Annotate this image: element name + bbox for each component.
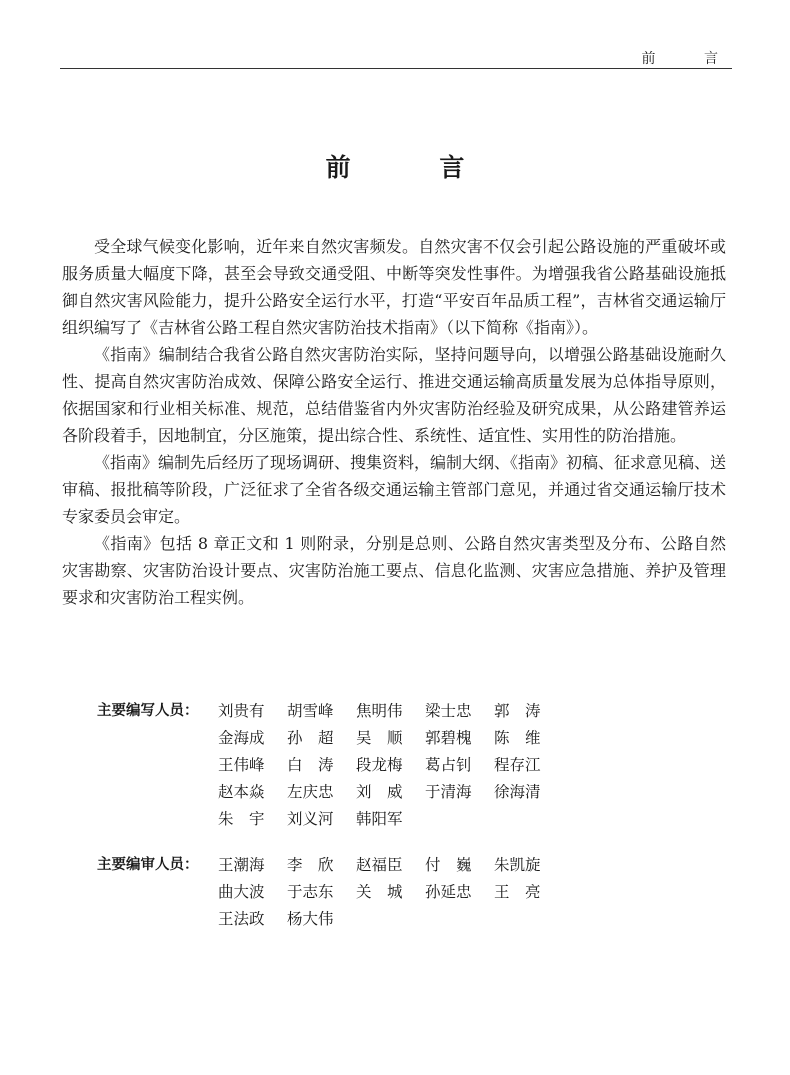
paragraph: 《指南》包括 8 章正文和 1 则附录，分别是总则、公路自然灾害类型及分布、公路自然灾害勘察、灾害防治设计要点、灾害防治施工要点、信息化监测、灾害应急措施、养护及管理要求和灾害防治工程实例。 [62, 534, 726, 607]
person-name: 陈 维 [494, 729, 541, 747]
paragraph: 《指南》编制先后经历了现场调研、搜集资料，编制大纲、《指南》初稿、征求意见稿、送审稿、报批稿等阶段，广泛征求了全省各级交通运输主管部门意见，并通过省交通运输厅技术专家委员会审定。 [62, 453, 727, 526]
person-name: 刘贵有 [218, 702, 265, 720]
person-name: 刘 威 [356, 783, 403, 801]
paragraph: 受全球气候变化影响，近年来自然灾害频发。自然灾害不仅会引起公路设施的严重破坏或服务质量大幅度下降，甚至会导致交通受阻、中断等突发性事件。为增强我省公路基础设施抵御自然灾害风险能力，提升公路安全运行水平，打造“平安百年品质工程”，吉林省交通运输厅组织编写了《吉林省公路工程自然灾害防治技术指南》（以下简称《指南》）。 [62, 237, 726, 337]
person-name: 朱凯旋 [494, 856, 541, 874]
person-name: 徐海清 [494, 783, 541, 801]
person-name: 曲大波 [218, 883, 265, 901]
person-name: 胡雪峰 [287, 702, 334, 720]
person-name: 吴 顺 [356, 729, 403, 747]
person-name: 王法政 [218, 910, 265, 928]
person-name: 朱 宇 [218, 810, 265, 828]
person-name: 梁士忠 [425, 702, 472, 720]
person-name: 杨大伟 [287, 910, 334, 928]
reviewers-name-list [218, 852, 563, 933]
person-name: 李 欣 [287, 856, 334, 874]
person-name: 左庆忠 [287, 783, 334, 801]
person-name: 葛占钊 [425, 756, 472, 774]
person-name: 王伟峰 [218, 756, 265, 774]
person-name: 关 城 [356, 883, 403, 901]
page-title: 前 言 [325, 153, 505, 182]
person-name: 白 涛 [287, 756, 334, 774]
person-name: 金海成 [218, 729, 265, 747]
person-name: 付 巍 [425, 856, 472, 874]
person-name: 段龙梅 [356, 756, 403, 774]
paragraph: 《指南》编制结合我省公路自然灾害防治实际，坚持问题导向，以增强公路基础设施耐久性、提高自然灾害防治成效、保障公路安全运行、推进交通运输高质量发展为总体指导原则，依据国家和行业相关标准、规范，总结借鉴省内外灾害防治经验及研究成果，从公路建管养运各阶段着手，因地制宜，分区施策，提出综合性、系统性、适宜性、实用性的防治措施。 [62, 345, 726, 445]
person-name: 王 亮 [494, 883, 541, 901]
body-text [62, 233, 726, 611]
person-name: 于清海 [425, 783, 472, 801]
writers-label: 主要编写人员： [97, 703, 199, 719]
person-name: 于志东 [287, 883, 334, 901]
person-name: 赵福臣 [356, 856, 403, 874]
running-header [60, 46, 740, 69]
person-name: 刘义河 [287, 810, 334, 828]
writers-name-list [218, 698, 563, 833]
person-name: 赵本焱 [218, 783, 265, 801]
person-name: 程存江 [494, 756, 541, 774]
person-name: 焦明伟 [356, 702, 403, 720]
person-name: 韩阳军 [356, 810, 403, 828]
person-name: 郭碧槐 [425, 729, 472, 747]
person-name: 孙 超 [287, 729, 334, 747]
person-name: 王潮海 [218, 856, 265, 874]
running-title: 前 言 [641, 51, 740, 67]
reviewers-label: 主要编审人员： [97, 857, 199, 873]
person-name: 孙延忠 [425, 883, 472, 901]
person-name: 郭 涛 [494, 702, 541, 720]
